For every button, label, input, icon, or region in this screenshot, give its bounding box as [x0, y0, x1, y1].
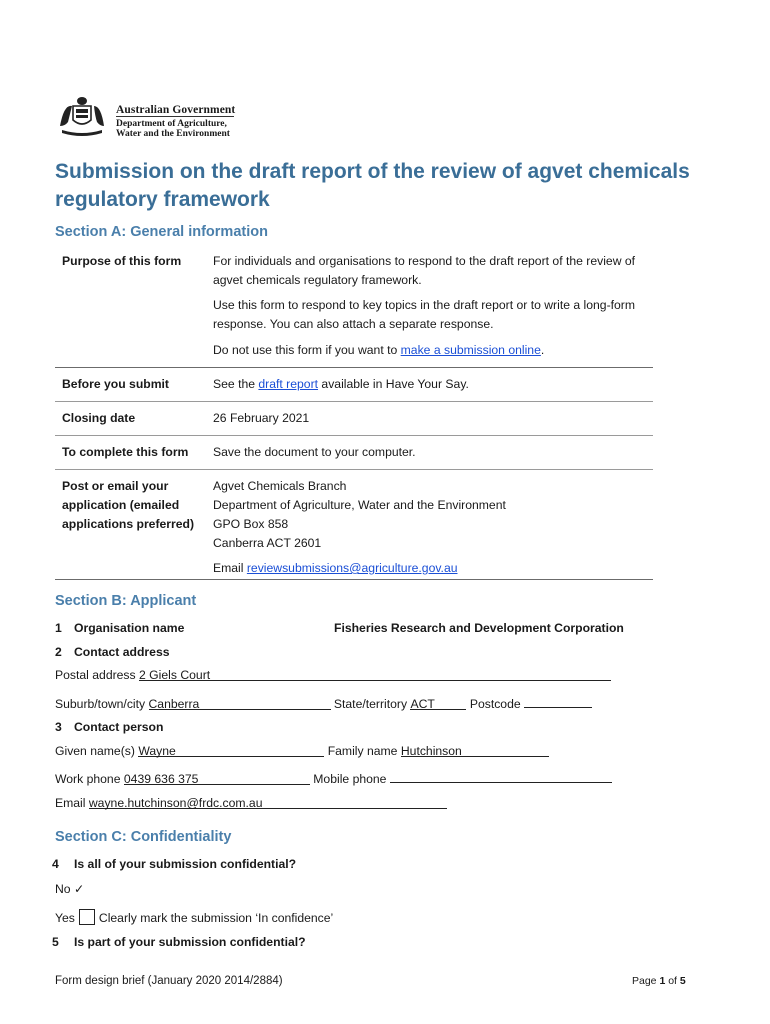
email-row	[55, 796, 447, 810]
section-a-heading: Section A: General information	[55, 224, 268, 240]
before-submit-label: Before you submit	[62, 377, 169, 391]
divider	[55, 579, 653, 580]
q3-number: 3	[55, 720, 62, 734]
given-name-label: Given name(s)	[55, 744, 135, 758]
closing-date-value: 26 February 2021	[213, 411, 310, 425]
page-title: Submission on the draft report of the review of agvet chemicals regulatory framework	[55, 160, 690, 211]
post-email-label: Post or email your application (emailed applications preferred)	[62, 479, 195, 531]
divider	[55, 401, 653, 402]
email-label: Email	[55, 796, 86, 810]
divider	[55, 469, 653, 470]
given-name-field[interactable]: Wayne	[138, 744, 324, 757]
complete-form-value: Save the document to your computer.	[213, 445, 416, 459]
suburb-field[interactable]: Canberra	[149, 697, 331, 710]
submission-online-link[interactable]: make a submission online	[400, 343, 541, 357]
mobile-phone-field[interactable]	[390, 770, 612, 783]
section-b-heading: Section B: Applicant	[55, 593, 197, 609]
yes-checkbox[interactable]	[79, 909, 95, 925]
contact-person-label: Contact person	[74, 720, 164, 734]
divider	[55, 367, 653, 368]
postal-address-field[interactable]: 2 Giels Court	[139, 668, 611, 681]
name-row	[55, 744, 549, 758]
phone-row	[55, 770, 612, 786]
purpose-text-3: Do not use this form if you want to make a submission online.	[213, 343, 545, 357]
postal-address-block: Agvet Chemicals Branch Department of Agriculture, Water and the Environment GPO Box 858 Canberra ACT 2601	[213, 479, 506, 550]
complete-form-label: To complete this form	[62, 445, 189, 459]
mobile-phone-label: Mobile phone	[313, 772, 387, 786]
draft-report-link[interactable]: draft report	[258, 377, 319, 391]
department-name: Department of Agriculture, Water and the Environment	[116, 119, 230, 139]
suburb-row	[55, 695, 592, 711]
purpose-text-2: Use this form to respond to key topics in the draft report or to write a long-form response. You can also attach a separate response.	[213, 298, 636, 331]
family-name-field[interactable]: Hutchinson	[401, 744, 549, 757]
purpose-text-1: For individuals and organisations to respond to the draft report of the review of agvet chemicals regulatory framework.	[213, 254, 636, 287]
q4-label: Is all of your submission confidential?	[74, 857, 297, 871]
postcode-field[interactable]	[524, 695, 592, 708]
organisation-name-label: Organisation name	[74, 621, 185, 635]
family-name-label: Family name	[327, 744, 398, 758]
before-submit-text: See the draft report available in Have Your Say.	[213, 377, 469, 391]
suburb-label: Suburb/town/city	[55, 697, 146, 711]
coat-of-arms-icon	[56, 92, 108, 138]
no-option[interactable]: No ✓	[55, 882, 85, 896]
footer-document-id: Form design brief (January 2020 2014/2884)	[55, 975, 283, 987]
state-field[interactable]: ACT	[410, 697, 466, 710]
postcode-label: Postcode	[469, 697, 521, 711]
header-rule	[116, 116, 234, 117]
q2-number: 2	[55, 645, 62, 659]
postal-address-label: Postal address	[55, 668, 136, 682]
state-label: State/territory	[333, 697, 408, 711]
work-phone-field[interactable]: 0439 636 375	[124, 772, 310, 785]
q5-label: Is part of your submission confidential?	[74, 935, 306, 949]
q5-number: 5	[52, 935, 59, 949]
postal-address-row	[55, 668, 611, 682]
submission-email: Email reviewsubmissions@agriculture.gov.au	[213, 561, 458, 575]
government-name: Australian Government	[116, 104, 236, 116]
section-c-heading: Section C: Confidentiality	[55, 829, 232, 845]
page-number: Page 1 of 5	[632, 975, 686, 987]
review-email-link[interactable]: reviewsubmissions@agriculture.gov.au	[246, 561, 458, 575]
checkmark-icon: ✓	[73, 882, 85, 896]
email-field[interactable]: wayne.hutchinson@frdc.com.au	[89, 796, 447, 809]
divider	[55, 435, 653, 436]
closing-date-label: Closing date	[62, 411, 136, 425]
work-phone-label: Work phone	[55, 772, 121, 786]
purpose-label: Purpose of this form	[62, 254, 182, 268]
q1-number: 1	[55, 621, 62, 635]
organisation-name-value[interactable]: Fisheries Research and Development Corporation	[334, 621, 624, 635]
yes-option: Yes Clearly mark the submission ‘In confidence’	[55, 911, 334, 925]
q4-number: 4	[52, 857, 59, 871]
contact-address-label: Contact address	[74, 645, 170, 659]
